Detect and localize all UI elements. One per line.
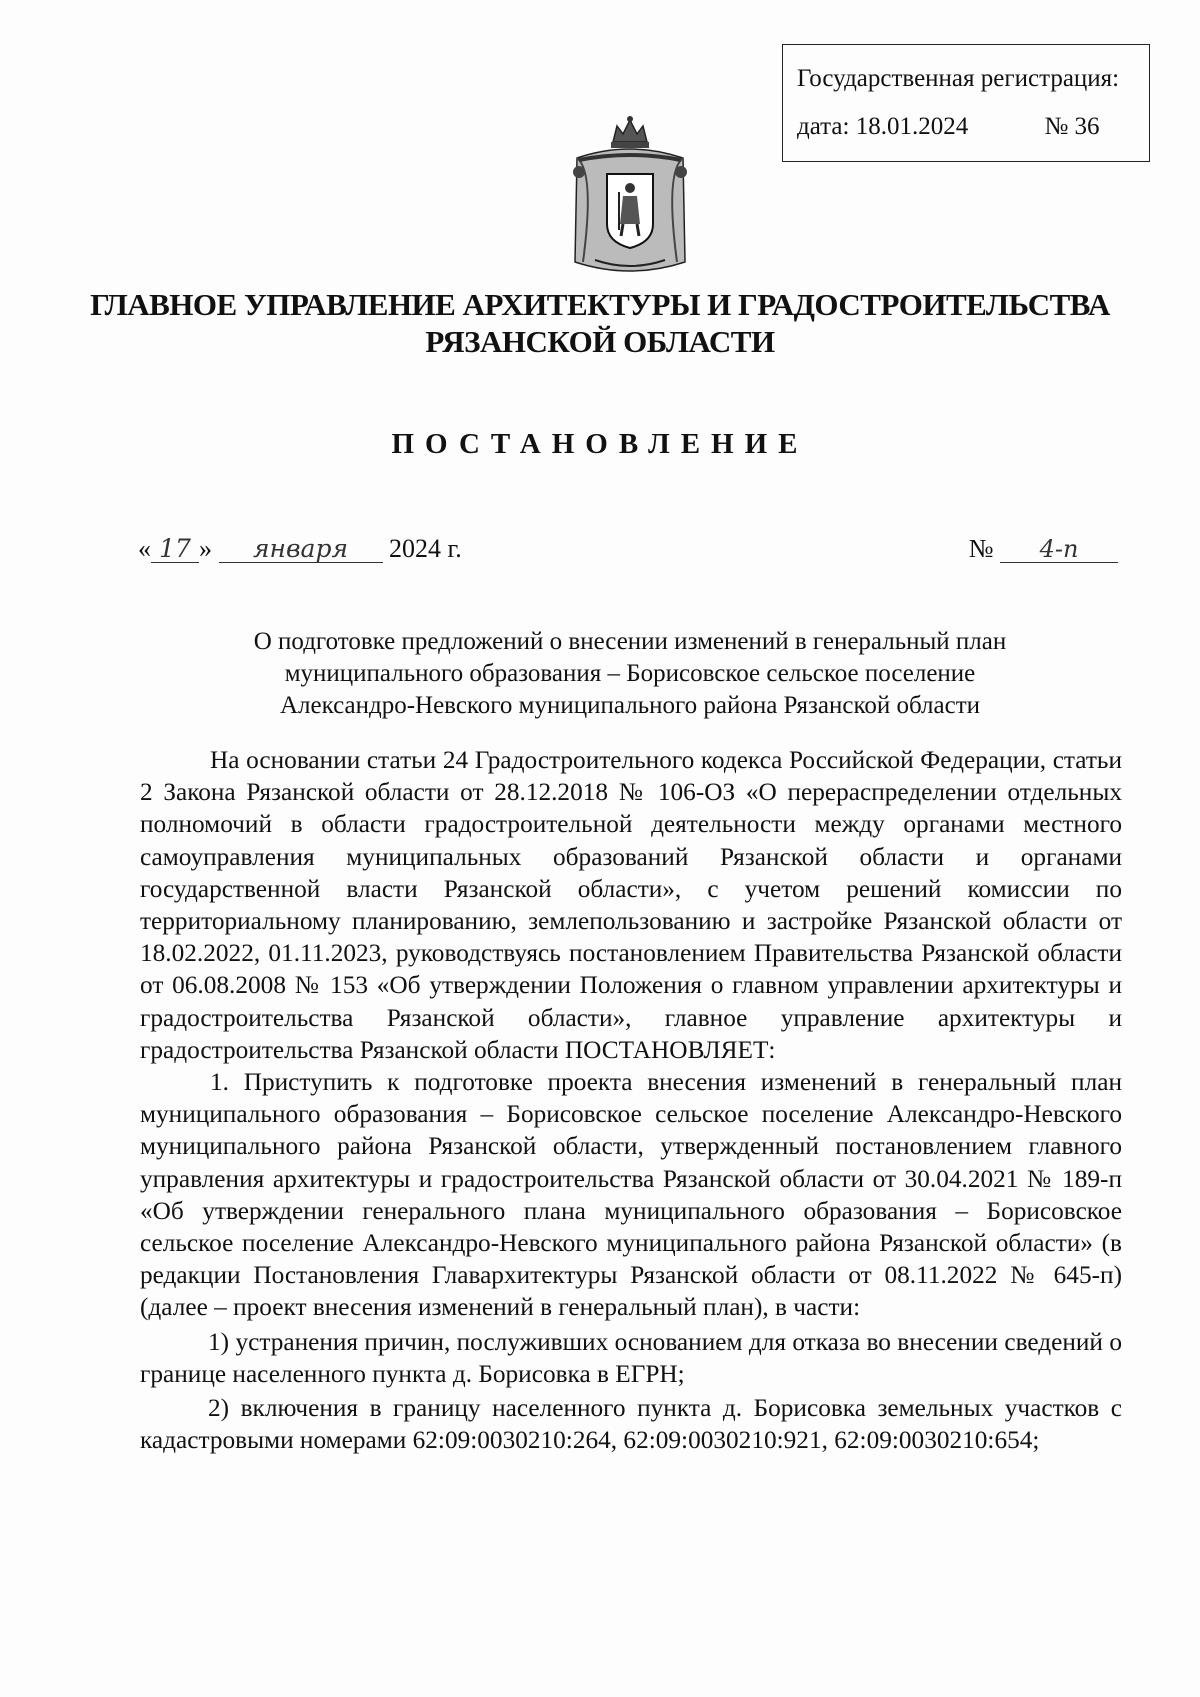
document-year: 2024 г. <box>389 534 462 563</box>
open-quote: « <box>138 534 151 563</box>
document-body <box>140 744 1122 1456</box>
registration-stamp <box>782 44 1150 162</box>
subject-line-3: Александро-Невского муниципального района Рязанской области <box>279 692 981 719</box>
subject-line-1: О подготовке предложений о внесении изменений в генеральный план <box>253 628 1007 655</box>
preamble-paragraph: На основании статьи 24 Градостроительного кодекса Российской Федерации, статьи 2 Закона Рязанской области от 28.12.2018 № 106-ОЗ «О перераспределении отдельных полномочий в области градостроительной деятельности между органами местного самоуправления муниципальных образований Рязанской области и органами государственной власти Рязанской области», с учетом решений комиссии по территориальному планированию, землепользованию и застройке Рязанской области от 18.02.2022, 01.11.2023, руководствуясь постановлением Правительства Рязанской области от 06.08.2008 № 153 «Об утверждении Положения о главном управлении архитектуры и градостроительства Рязанской области», главное управление архитектуры и градостроительства Рязанской области ПОСТАНОВЛЯЕТ: <box>140 746 1122 1064</box>
subitem-1-paragraph: 1) устранения причин, послуживших основанием для отказа во внесении сведений о границе населенного пункта д. Борисовка в ЕГРН; <box>140 1327 1122 1388</box>
document-number <box>969 534 1118 564</box>
handwritten-month: января <box>219 536 383 563</box>
handwritten-number: 4-п <box>1000 536 1118 563</box>
document-subject <box>140 626 1120 722</box>
document-type: ПОСТАНОВЛЕНИЕ <box>391 428 809 460</box>
document-date <box>138 534 462 564</box>
ryazan-coat-of-arms-icon <box>565 112 695 280</box>
subject-line-2: муниципального образования – Борисовское сельское поселение <box>284 660 976 687</box>
number-sign: № <box>968 534 994 563</box>
agency-line-2: РЯЗАНСКОЙ ОБЛАСТИ <box>425 324 775 359</box>
registration-row <box>797 113 1149 141</box>
registration-number: № 36 <box>1044 113 1100 140</box>
date-number-line <box>138 530 1118 574</box>
item-1-paragraph: 1. Приступить к подготовке проекта внесения изменений в генеральный план муниципального образования – Борисовское сельское поселение Александро-Невского муниципального района Рязанской области, утвержденный постановлением главного управления архитектуры и градостроительства Рязанской области от 30.04.2021 № 189-п «Об утверждении генерального плана муниципального образования – Борисовское сельское поселение Александро-Невского муниципального района Рязанской области» (в редакции Постановления Главархитектуры Рязанской области от 08.11.2022 № 645-п) (далее – проект внесения изменений в генеральный план), в части: <box>140 1068 1122 1322</box>
handwritten-day: 17 <box>151 536 199 563</box>
subitem-2-paragraph: 2) включения в границу населенного пункта д. Борисовка земельных участков с кадастровыми номерами 62:09:0030210:264, 62:09:0030210:921, 62:09:0030210:654; <box>140 1394 1122 1455</box>
agency-line-1: ГЛАВНОЕ УПРАВЛЕНИЕ АРХИТЕКТУРЫ И ГРАДОСТРОИТЕЛЬСТВА <box>90 287 1110 322</box>
registration-title: Государственная регистрация: <box>797 65 1120 92</box>
agency-name <box>0 286 1200 360</box>
close-quote: » <box>199 534 212 563</box>
registration-date: дата: 18.01.2024 <box>797 113 969 140</box>
